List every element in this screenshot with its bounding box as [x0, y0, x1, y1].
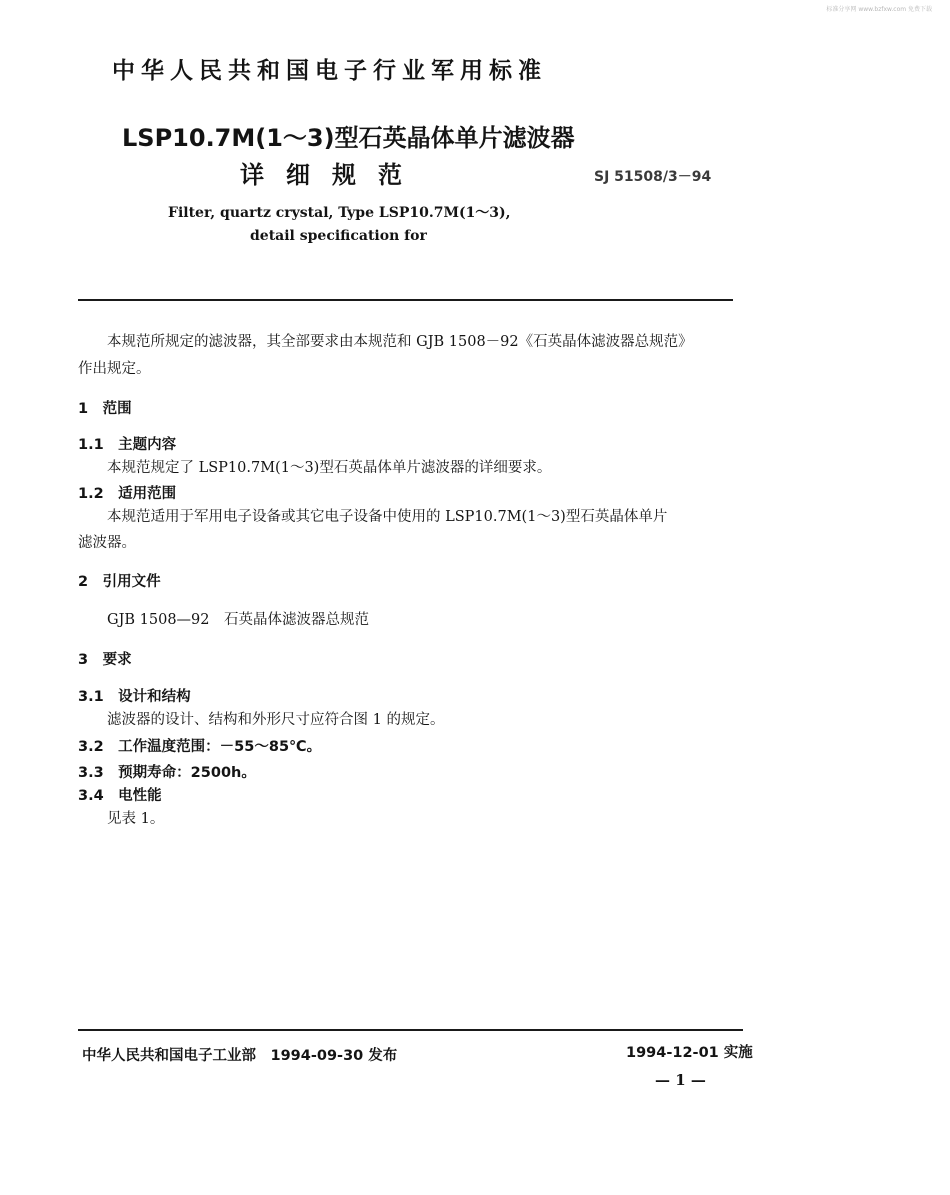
english-title-line1: Filter, quartz crystal, Type LSP10.7M(1～3),: [168, 205, 511, 221]
section-3-3: 3.3 预期寿命：2500h。: [78, 765, 256, 781]
section-1-1-text: 本规范规定了 LSP10.7M(1～3)型石英晶体单片滤波器的详细要求。: [107, 460, 552, 476]
effective-date: 1994-12-01 实施: [626, 1045, 753, 1061]
section-3-heading: 3 要求: [78, 652, 132, 668]
english-title-line2: detail specification for: [250, 228, 427, 244]
standard-code: SJ 51508/3－94: [594, 169, 712, 185]
section-3-2: 3.2 工作温度范围：－55～85℃。: [78, 739, 322, 755]
page-number: — 1 —: [655, 1071, 706, 1089]
section-1-2-heading: 1.2 适用范围: [78, 486, 177, 502]
watermark-text: 标准分享网 www.bzfxw.com 免费下载: [826, 6, 932, 13]
document-title-line1: LSP10.7M(1～3)型石英晶体单片滤波器: [122, 124, 575, 152]
section-2-heading: 2 引用文件: [78, 574, 161, 590]
section-1-2-text-line2: 滤波器。: [78, 535, 136, 551]
intro-paragraph-line1: 本规范所规定的滤波器，其全部要求由本规范和 GJB 1508－92《石英晶体滤波器总规范》: [107, 334, 693, 350]
section-3-1-heading: 3.1 设计和结构: [78, 689, 191, 705]
section-3-1-text: 滤波器的设计、结构和外形尺寸应符合图 1 的规定。: [107, 712, 445, 728]
issuer-and-date: 中华人民共和国电子工业部 1994-09-30 发布: [82, 1048, 398, 1064]
section-1-heading: 1 范围: [78, 401, 132, 417]
section-1-2-text-line1: 本规范适用于军用电子设备或其它电子设备中使用的 LSP10.7M(1～3)型石英晶体单片: [107, 509, 668, 525]
intro-paragraph-line2: 作出规定。: [78, 361, 151, 377]
section-1-1-heading: 1.1 主题内容: [78, 437, 177, 453]
section-3-4-text: 见表 1。: [107, 811, 165, 827]
footer-divider: [78, 1029, 743, 1031]
header-divider: [78, 299, 733, 301]
section-2-reference: GJB 1508—92 石英晶体滤波器总规范: [107, 612, 370, 628]
section-3-4-heading: 3.4 电性能: [78, 788, 162, 804]
standard-type-heading: 中华人民共和国电子行业军用标准: [112, 58, 547, 84]
document-title-line2: 详细规范: [240, 161, 424, 189]
